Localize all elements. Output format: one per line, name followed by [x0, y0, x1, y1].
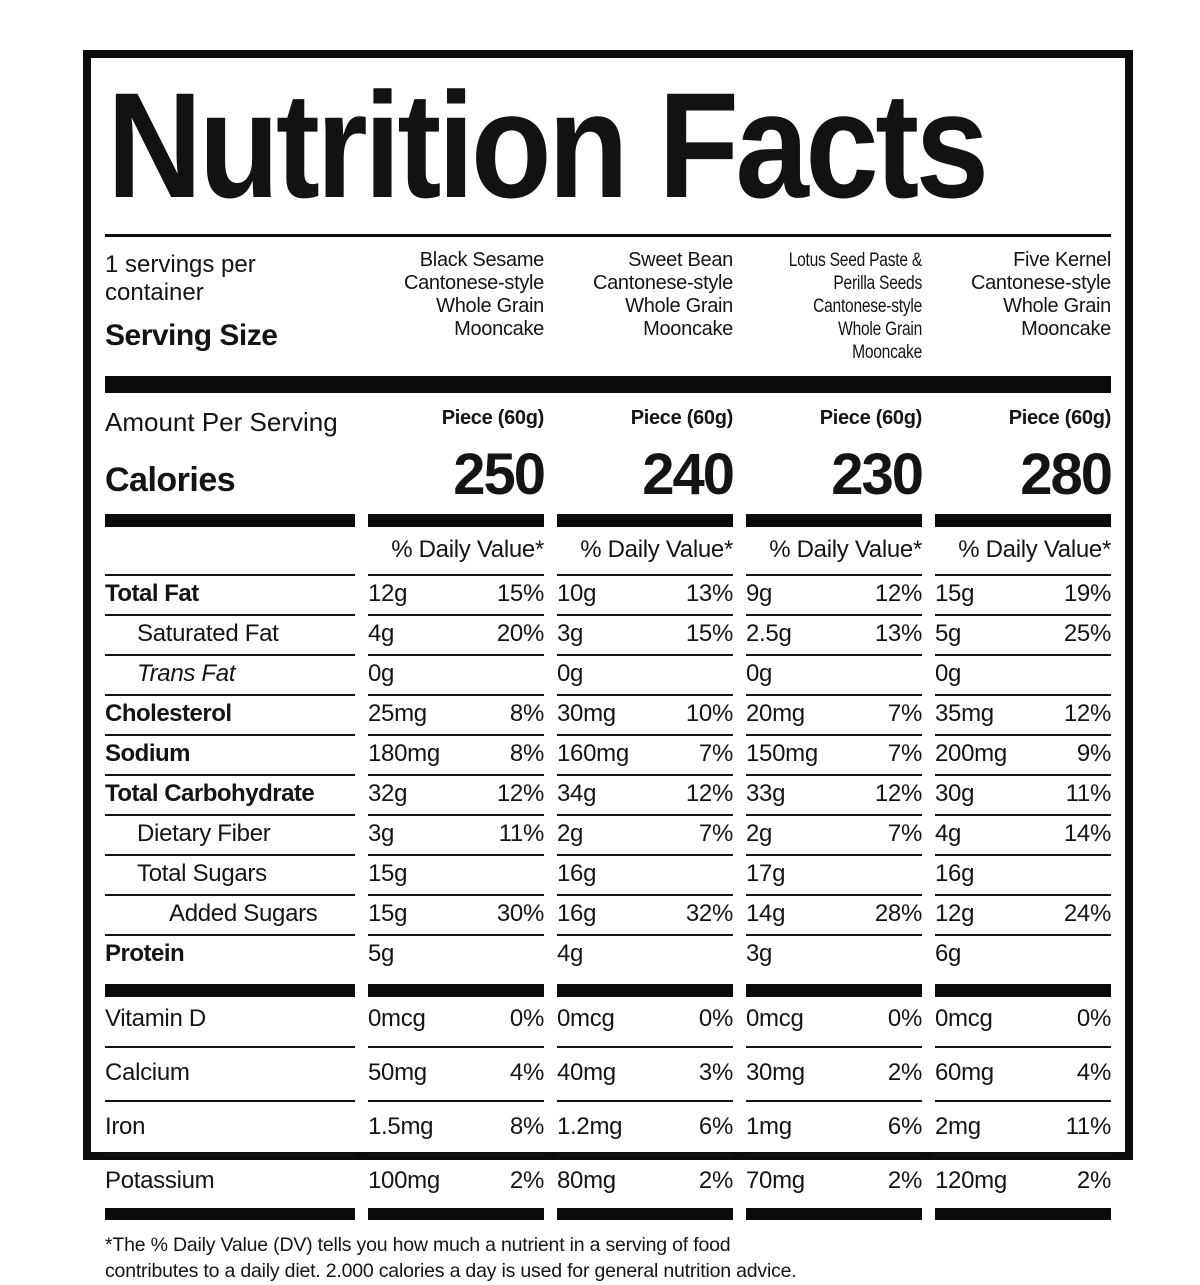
- nutrient-amount: 1mg: [746, 1113, 792, 1140]
- nutrient-label-cell: [105, 1046, 355, 1100]
- nutrient-value-cell-3: [746, 997, 922, 1046]
- nutrient-amount: 180mg: [368, 740, 440, 767]
- nutrient-daily-value: 2%: [887, 1059, 922, 1086]
- nutrient-label-cell: [105, 934, 355, 974]
- nutrient-row: [105, 774, 1111, 814]
- amount-per-serving-row: [105, 403, 1111, 438]
- nutrient-value-cell-2: [557, 1154, 733, 1208]
- nutrient-daily-value: 7%: [887, 700, 922, 727]
- divider-bar-segment: [746, 514, 922, 527]
- nutrient-daily-value: 25%: [1063, 620, 1111, 647]
- nutrient-table: [105, 574, 1111, 974]
- nutrient-daily-value: 7%: [887, 740, 922, 767]
- divider-bar-segment: [557, 1208, 733, 1220]
- nutrient-row: [105, 854, 1111, 894]
- nutrient-name: Vitamin D: [105, 1005, 206, 1032]
- nutrient-daily-value: 6%: [698, 1113, 733, 1140]
- nutrient-amount: 4g: [557, 940, 584, 967]
- nutrient-row: [105, 934, 1111, 974]
- nutrient-value-cell-2: [557, 614, 733, 654]
- nutrient-label-cell: [105, 574, 355, 614]
- nutrient-value-cell-2: [557, 1100, 733, 1154]
- nutrient-daily-value: 0%: [887, 1005, 922, 1032]
- nutrient-value-cell-4: [935, 934, 1111, 974]
- nutrition-facts-panel: [83, 50, 1133, 1283]
- product-header-sweet-bean: [557, 249, 733, 341]
- nutrient-row: [105, 694, 1111, 734]
- calories-value: 250: [453, 442, 544, 507]
- nutrient-value-cell-1: [368, 694, 544, 734]
- product-header-lotus-seed: [746, 249, 922, 364]
- nutrient-value-cell-4: [935, 814, 1111, 854]
- nutrient-amount: 4g: [935, 820, 962, 847]
- divider-bar-segment: [746, 1208, 922, 1220]
- serving-unit: Piece (60g): [630, 407, 733, 429]
- nutrient-amount: 9g: [746, 580, 773, 607]
- nutrient-amount: 16g: [935, 860, 975, 887]
- nutrient-label-cell: [105, 814, 355, 854]
- nutrient-name: Total Fat: [105, 580, 199, 607]
- footnote-line: contributes to a daily diet. 2.000 calories a day is used for general nutrition advice.: [105, 1260, 797, 1283]
- nutrient-label-cell: [105, 734, 355, 774]
- daily-value-spacer: [105, 527, 355, 574]
- nutrient-value-cell-1: [368, 1154, 544, 1208]
- nutrient-daily-value: 13%: [874, 620, 922, 647]
- nutrient-daily-value: 4%: [1076, 1059, 1111, 1086]
- nutrient-row: [105, 814, 1111, 854]
- nutrient-value-cell-3: [746, 574, 922, 614]
- nutrient-amount: 0mcg: [746, 1005, 804, 1032]
- nutrient-value-cell-1: [368, 814, 544, 854]
- nutrient-amount: 34g: [557, 780, 597, 807]
- nutrient-value-cell-1: [368, 894, 544, 934]
- serving-unit: Piece (60g): [441, 407, 544, 429]
- nutrient-amount: 10g: [557, 580, 597, 607]
- nutrient-value-cell-2: [557, 1046, 733, 1100]
- micronutrient-table: [105, 997, 1111, 1208]
- nutrient-value-cell-4: [935, 694, 1111, 734]
- nutrient-amount: 150mg: [746, 740, 818, 767]
- nutrient-daily-value: 14%: [1063, 820, 1111, 847]
- nutrient-value-cell-3: [746, 1100, 922, 1154]
- nutrient-daily-value: 15%: [496, 580, 544, 607]
- nutrient-label-cell: [105, 654, 355, 694]
- nutrient-value-cell-2: [557, 814, 733, 854]
- nutrient-amount: 2mg: [935, 1113, 981, 1140]
- nutrient-daily-value: 6%: [887, 1113, 922, 1140]
- nutrient-daily-value: 4%: [509, 1059, 544, 1086]
- nutrient-value-cell-4: [935, 1154, 1111, 1208]
- section-divider-bar: [105, 376, 1111, 393]
- nutrient-amount: 20mg: [746, 700, 805, 727]
- nutrient-amount: 25mg: [368, 700, 427, 727]
- nutrient-amount: 200mg: [935, 740, 1007, 767]
- serving-header-row: [105, 249, 1111, 364]
- divider-bar-segment: [105, 1208, 355, 1220]
- divider-bar-segment: [935, 984, 1111, 997]
- divider-bar-segment: [746, 984, 922, 997]
- nutrient-daily-value: 7%: [698, 740, 733, 767]
- nutrient-daily-value: 11%: [1065, 1113, 1111, 1140]
- nutrient-name: Total Carbohydrate: [105, 780, 315, 807]
- daily-value-footnote: [105, 1232, 1111, 1285]
- product-name-line: Sweet Bean: [628, 249, 733, 271]
- nutrient-amount: 1.2mg: [557, 1113, 623, 1140]
- nutrient-value-cell-1: [368, 574, 544, 614]
- nutrient-value-cell-2: [557, 774, 733, 814]
- nutrient-daily-value: 2%: [887, 1167, 922, 1194]
- nutrient-daily-value: 11%: [1065, 780, 1111, 807]
- nutrient-value-cell-1: [368, 774, 544, 814]
- nutrient-value-cell-1: [368, 734, 544, 774]
- nutrient-amount: 12g: [368, 580, 408, 607]
- nutrient-amount: 0g: [368, 660, 395, 687]
- nutrient-name: Calcium: [105, 1059, 190, 1086]
- daily-value-header: % Daily Value*: [391, 536, 544, 563]
- nutrient-daily-value: 2%: [698, 1167, 733, 1194]
- nutrient-amount: 100mg: [368, 1167, 440, 1194]
- nutrient-value-cell-2: [557, 854, 733, 894]
- product-header-five-kernel: [935, 249, 1111, 341]
- nutrient-daily-value: 19%: [1063, 580, 1111, 607]
- nutrient-name: Total Sugars: [137, 860, 267, 887]
- nutrient-amount: 70mg: [746, 1167, 805, 1194]
- nutrient-amount: 60mg: [935, 1059, 994, 1086]
- nutrient-value-cell-1: [368, 1046, 544, 1100]
- nutrient-amount: 30mg: [557, 700, 616, 727]
- nutrient-value-cell-2: [557, 894, 733, 934]
- nutrient-value-cell-3: [746, 694, 922, 734]
- product-name-line: Lotus Seed Paste & Perilla Seeds: [788, 250, 922, 294]
- nutrient-daily-value: 12%: [874, 780, 922, 807]
- protein-divider-bars: [105, 984, 1111, 997]
- nutrient-value-cell-4: [935, 997, 1111, 1046]
- nutrient-value-cell-4: [935, 734, 1111, 774]
- nutrient-label-cell: [105, 894, 355, 934]
- nutrient-daily-value: 28%: [874, 900, 922, 927]
- nutrient-value-cell-4: [935, 854, 1111, 894]
- nutrient-value-cell-1: [368, 997, 544, 1046]
- nutrient-daily-value: 8%: [509, 700, 544, 727]
- nutrient-label-cell: [105, 854, 355, 894]
- nutrient-amount: 3g: [557, 620, 584, 647]
- nutrient-value-cell-3: [746, 654, 922, 694]
- nutrient-amount: 2g: [557, 820, 584, 847]
- nutrient-value-cell-2: [557, 997, 733, 1046]
- divider-bar-segment: [105, 984, 355, 997]
- nutrient-daily-value: 8%: [509, 740, 544, 767]
- nutrient-amount: 40mg: [557, 1059, 616, 1086]
- divider-bar-segment: [935, 1208, 1111, 1220]
- nutrient-daily-value: 11%: [498, 820, 544, 847]
- nutrient-value-cell-2: [557, 934, 733, 974]
- nutrient-value-cell-1: [368, 654, 544, 694]
- nutrient-amount: 35mg: [935, 700, 994, 727]
- divider-bar-segment: [935, 514, 1111, 527]
- calories-label: Calories: [105, 461, 236, 499]
- product-name-line: Cantonese-style: [592, 272, 733, 294]
- nutrient-amount: 4g: [368, 620, 395, 647]
- nutrient-value-cell-4: [935, 614, 1111, 654]
- divider-bar-segment: [368, 984, 544, 997]
- nutrient-label-cell: [105, 997, 355, 1046]
- nutrient-value-cell-3: [746, 1154, 922, 1208]
- product-name-line: Cantonese-style: [813, 296, 922, 317]
- bottom-divider-bars: [105, 1208, 1111, 1220]
- nutrient-daily-value: 2%: [1076, 1167, 1111, 1194]
- nutrient-daily-value: 13%: [685, 580, 733, 607]
- nutrient-name: Potassium: [105, 1167, 215, 1194]
- nutrient-amount: 0g: [746, 660, 773, 687]
- nutrient-name: Added Sugars: [169, 900, 318, 927]
- nutrient-row: [105, 997, 1111, 1046]
- divider-bar-segment: [368, 1208, 544, 1220]
- nutrient-amount: 160mg: [557, 740, 629, 767]
- nutrient-daily-value: 0%: [1076, 1005, 1111, 1032]
- nutrient-amount: 16g: [557, 860, 597, 887]
- nutrient-value-cell-1: [368, 614, 544, 654]
- nutrient-row: [105, 574, 1111, 614]
- nutrient-amount: 5g: [935, 620, 962, 647]
- serving-size-cell: [105, 249, 355, 353]
- nutrient-amount: 2g: [746, 820, 773, 847]
- nutrient-row: [105, 1154, 1111, 1208]
- product-name-line: Whole Grain Mooncake: [838, 319, 922, 363]
- nutrient-value-cell-4: [935, 774, 1111, 814]
- nutrient-daily-value: 15%: [685, 620, 733, 647]
- nutrient-value-cell-4: [935, 1046, 1111, 1100]
- nutrient-value-cell-3: [746, 854, 922, 894]
- nutrient-value-cell-4: [935, 1100, 1111, 1154]
- nutrient-amount: 3g: [746, 940, 773, 967]
- nutrient-daily-value: 12%: [496, 780, 544, 807]
- daily-value-header: % Daily Value*: [580, 536, 733, 563]
- nutrient-value-cell-3: [746, 1046, 922, 1100]
- nutrient-value-cell-3: [746, 894, 922, 934]
- calories-row: [105, 442, 1111, 507]
- nutrient-value-cell-3: [746, 814, 922, 854]
- nutrient-daily-value: 3%: [698, 1059, 733, 1086]
- daily-value-header: % Daily Value*: [769, 536, 922, 563]
- nutrient-amount: 120mg: [935, 1167, 1007, 1194]
- nutrient-value-cell-2: [557, 654, 733, 694]
- nutrient-daily-value: 12%: [1063, 700, 1111, 727]
- product-header-black-sesame: [368, 249, 544, 341]
- nutrient-amount: 12g: [935, 900, 975, 927]
- nutrient-name: Cholesterol: [105, 700, 232, 727]
- nutrient-amount: 15g: [935, 580, 975, 607]
- calories-value: 230: [831, 442, 922, 507]
- nutrient-value-cell-1: [368, 934, 544, 974]
- nutrient-daily-value: 12%: [874, 580, 922, 607]
- nutrient-amount: 15g: [368, 900, 408, 927]
- product-name-line: Cantonese-style: [403, 272, 544, 294]
- serving-unit: Piece (60g): [1008, 407, 1111, 429]
- nutrient-label-cell: [105, 1154, 355, 1208]
- amount-per-serving-label: Amount Per Serving: [105, 407, 338, 437]
- nutrient-name: Sodium: [105, 740, 190, 767]
- nutrient-amount: 0mcg: [557, 1005, 615, 1032]
- daily-value-header: % Daily Value*: [958, 536, 1111, 563]
- product-name-line: Whole Grain Mooncake: [1003, 295, 1111, 340]
- divider-bar-segment: [368, 514, 544, 527]
- product-name-line: Cantonese-style: [970, 272, 1111, 294]
- nutrient-daily-value: 0%: [509, 1005, 544, 1032]
- nutrient-daily-value: 7%: [887, 820, 922, 847]
- calories-value: 280: [1020, 442, 1111, 507]
- nutrient-daily-value: 10%: [685, 700, 733, 727]
- nutrient-daily-value: 12%: [685, 780, 733, 807]
- nutrient-value-cell-4: [935, 654, 1111, 694]
- nutrient-label-cell: [105, 1100, 355, 1154]
- nutrient-daily-value: 24%: [1063, 900, 1111, 927]
- nutrient-amount: 32g: [368, 780, 408, 807]
- nutrient-value-cell-3: [746, 614, 922, 654]
- nutrient-name: Dietary Fiber: [137, 820, 271, 847]
- nutrient-name: Trans Fat: [137, 660, 236, 687]
- nutrient-label-cell: [105, 774, 355, 814]
- divider-bar-segment: [557, 984, 733, 997]
- nutrient-amount: 15g: [368, 860, 408, 887]
- nutrient-daily-value: 30%: [496, 900, 544, 927]
- serving-unit: Piece (60g): [819, 407, 922, 429]
- nutrient-daily-value: 8%: [509, 1113, 544, 1140]
- calories-divider-bars: [105, 514, 1111, 527]
- divider-bar-segment: [557, 514, 733, 527]
- nutrient-label-cell: [105, 694, 355, 734]
- nutrient-row: [105, 1100, 1111, 1154]
- nutrient-amount: 3g: [368, 820, 395, 847]
- nutrient-name: Protein: [105, 940, 185, 967]
- nutrient-name: Iron: [105, 1113, 146, 1140]
- footnote-line: *The % Daily Value (DV) tells you how much a nutrient in a serving of food: [105, 1234, 731, 1256]
- calories-value: 240: [642, 442, 733, 507]
- nutrient-value-cell-2: [557, 694, 733, 734]
- nutrient-amount: 80mg: [557, 1167, 616, 1194]
- nutrient-amount: 6g: [935, 940, 962, 967]
- nutrient-amount: 50mg: [368, 1059, 427, 1086]
- page-title: Nutrition Facts: [107, 61, 986, 229]
- title-divider: [105, 234, 1111, 237]
- nutrient-name: Saturated Fat: [137, 620, 279, 647]
- nutrient-amount: 17g: [746, 860, 786, 887]
- divider-bar-segment: [105, 514, 355, 527]
- nutrient-amount: 1.5mg: [368, 1113, 434, 1140]
- nutrient-daily-value: 2%: [509, 1167, 544, 1194]
- nutrient-value-cell-1: [368, 854, 544, 894]
- nutrient-row: [105, 894, 1111, 934]
- product-name-line: Five Kernel: [1013, 249, 1111, 271]
- daily-value-header-row: [105, 527, 1111, 574]
- nutrient-amount: 16g: [557, 900, 597, 927]
- nutrient-label-cell: [105, 614, 355, 654]
- nutrient-daily-value: 9%: [1076, 740, 1111, 767]
- nutrient-amount: 2.5g: [746, 620, 792, 647]
- nutrient-daily-value: 20%: [496, 620, 544, 647]
- nutrient-value-cell-2: [557, 574, 733, 614]
- nutrient-value-cell-4: [935, 574, 1111, 614]
- product-name-line: Whole Grain Mooncake: [436, 295, 544, 340]
- nutrient-value-cell-3: [746, 734, 922, 774]
- nutrient-amount: 14g: [746, 900, 786, 927]
- product-name-line: Black Sesame: [419, 249, 544, 271]
- product-name-line: Whole Grain Mooncake: [625, 295, 733, 340]
- nutrient-daily-value: 7%: [698, 820, 733, 847]
- serving-size-label: Serving Size: [105, 319, 278, 352]
- nutrient-value-cell-2: [557, 734, 733, 774]
- nutrient-amount: 33g: [746, 780, 786, 807]
- nutrient-row: [105, 734, 1111, 774]
- nutrient-value-cell-3: [746, 934, 922, 974]
- nutrient-value-cell-1: [368, 1100, 544, 1154]
- nutrient-value-cell-3: [746, 774, 922, 814]
- nutrient-row: [105, 654, 1111, 694]
- nutrient-daily-value: 0%: [698, 1005, 733, 1032]
- nutrient-amount: 30mg: [746, 1059, 805, 1086]
- nutrient-amount: 0g: [935, 660, 962, 687]
- servings-per-container: 1 servings per container: [105, 251, 256, 306]
- nutrient-row: [105, 1046, 1111, 1100]
- nutrient-amount: 0g: [557, 660, 584, 687]
- nutrient-row: [105, 614, 1111, 654]
- nutrient-amount: 30g: [935, 780, 975, 807]
- nutrient-amount: 0mcg: [368, 1005, 426, 1032]
- nutrient-daily-value: 32%: [685, 900, 733, 927]
- nutrient-amount: 5g: [368, 940, 395, 967]
- nutrient-value-cell-4: [935, 894, 1111, 934]
- nutrient-amount: 0mcg: [935, 1005, 993, 1032]
